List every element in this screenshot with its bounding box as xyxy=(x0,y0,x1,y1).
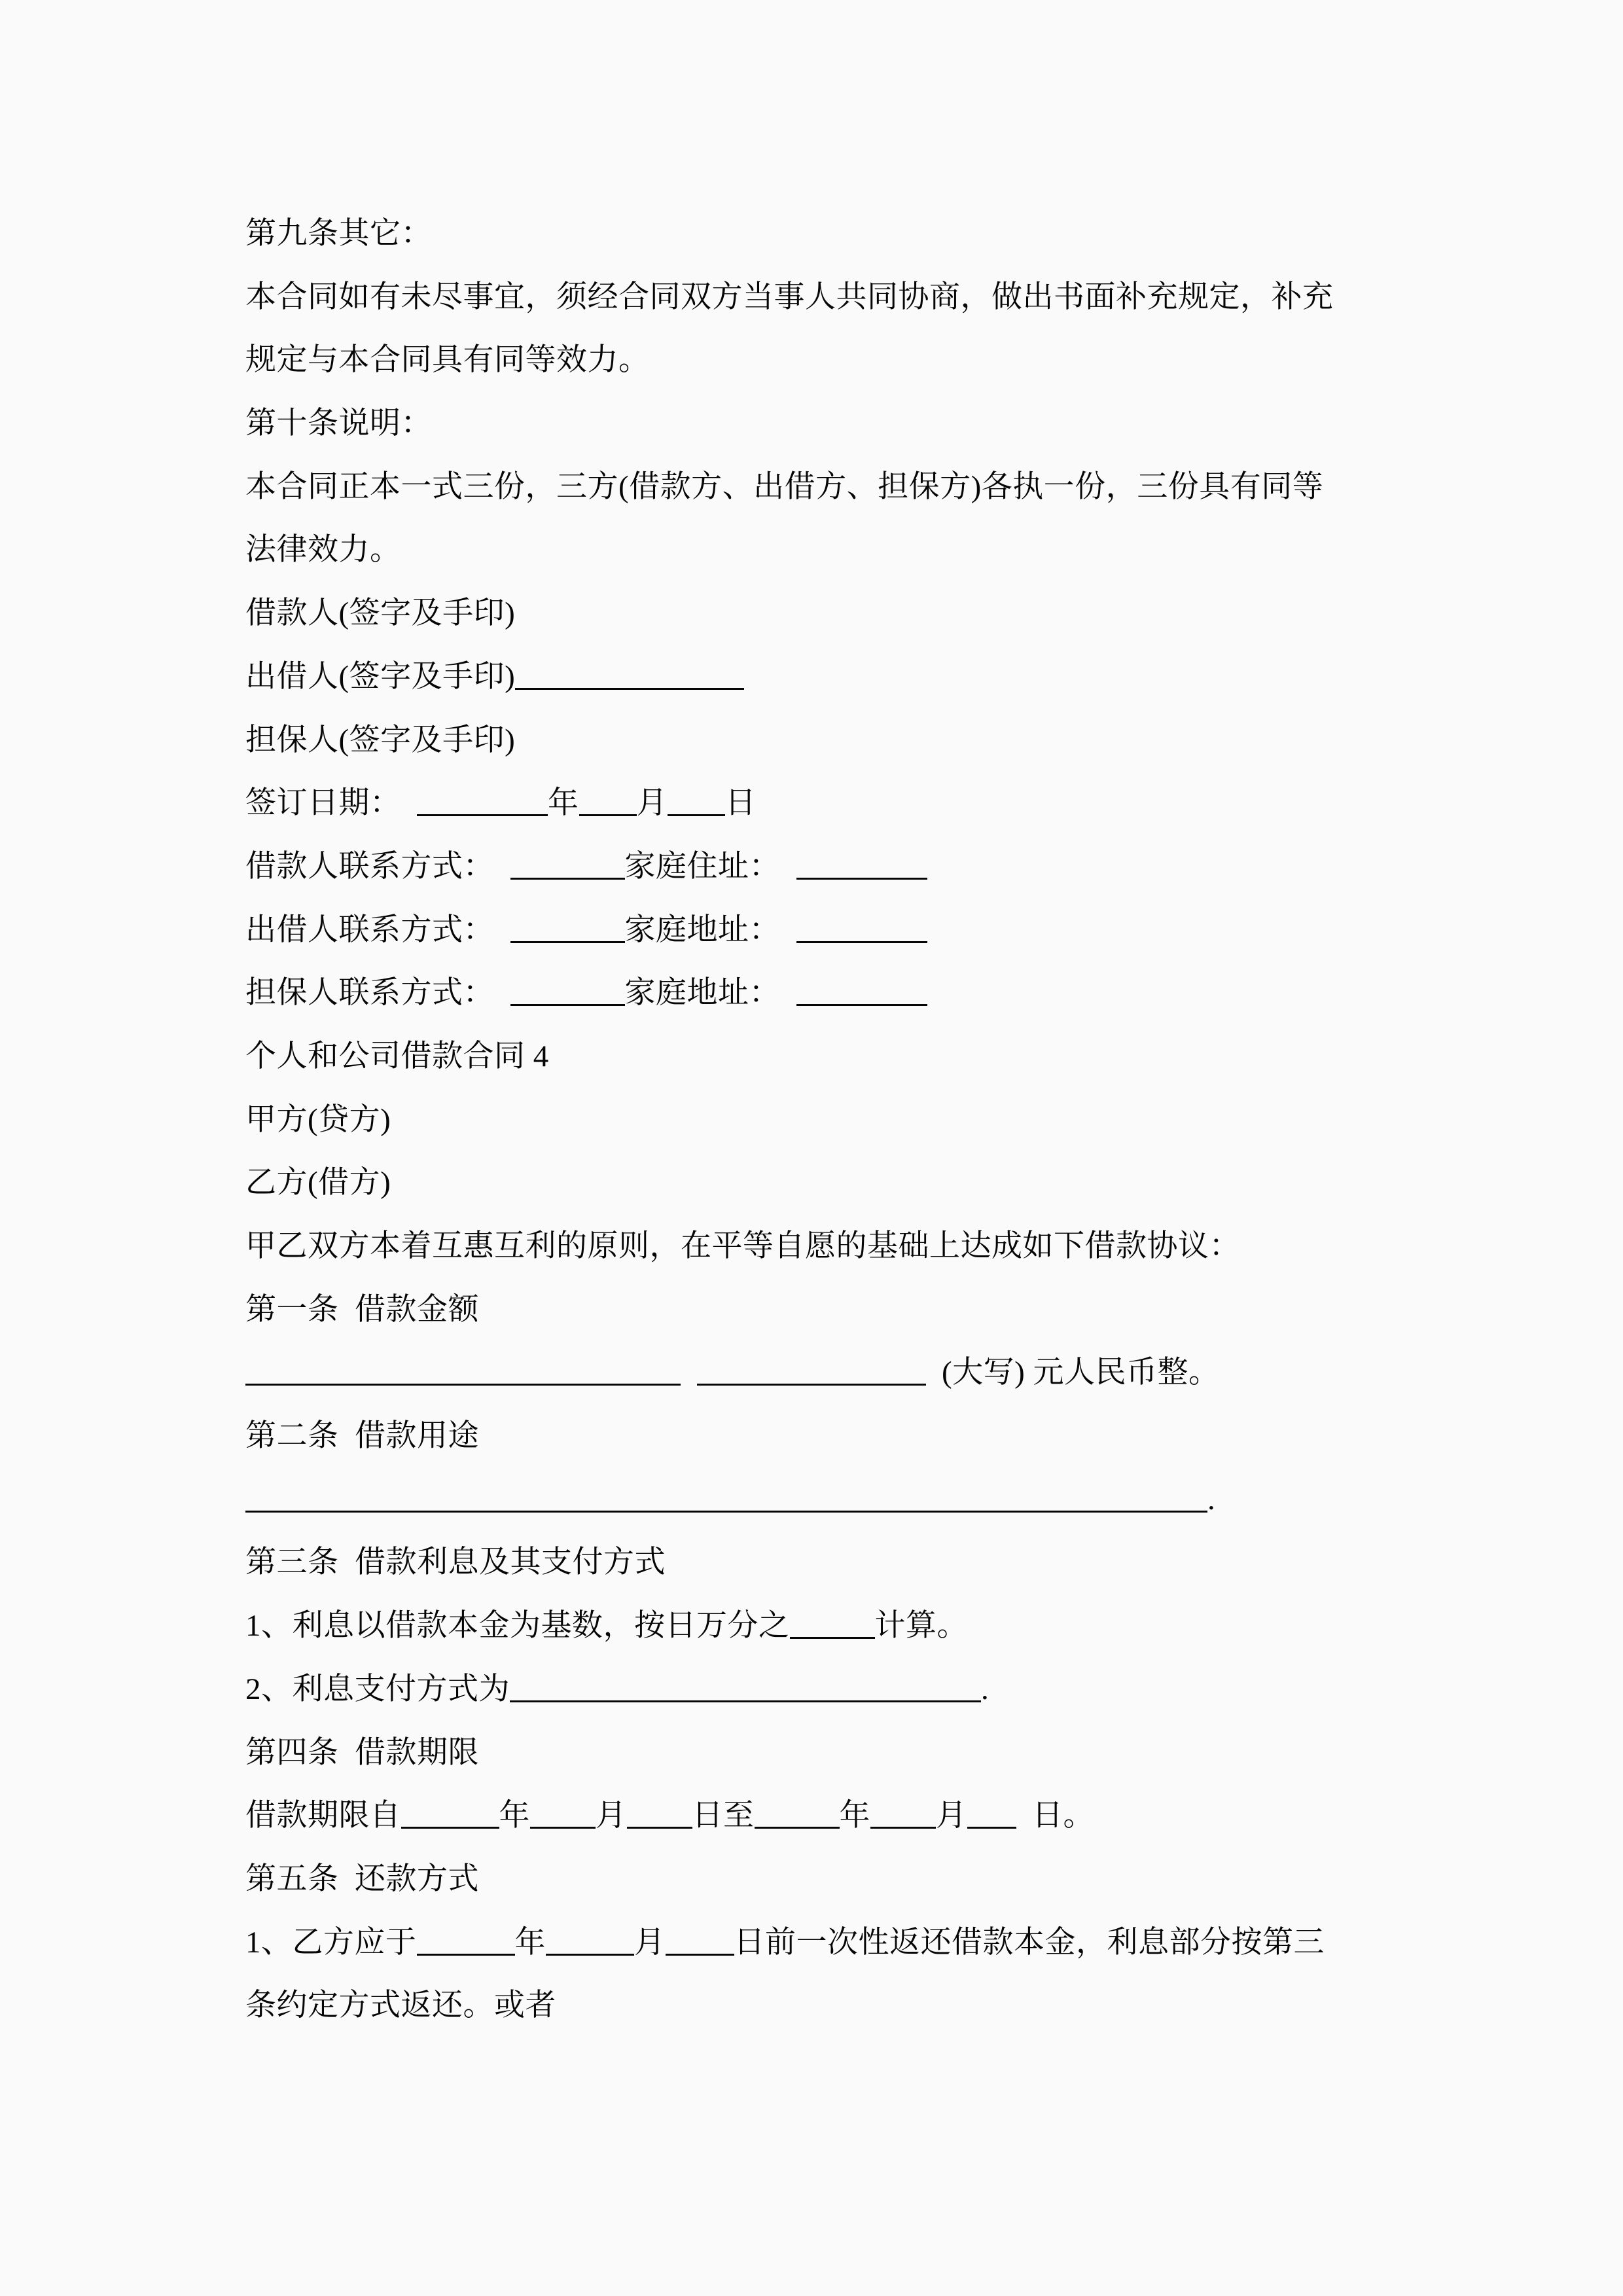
text-run: 月 xyxy=(636,786,668,821)
contract-line xyxy=(245,1658,1417,1721)
text-run: 乙方(借方) xyxy=(245,1166,391,1200)
text-run: 1、利息以借款本金为基数，按日万分之 xyxy=(245,1609,790,1643)
text-run: 出借人(签字及手印) xyxy=(245,659,516,694)
text-run: 第二条 借款用途 xyxy=(245,1419,479,1454)
text-run: 担保人联系方式： xyxy=(245,976,510,1011)
text-run: 第五条 还款方式 xyxy=(245,1861,479,1896)
contract-line xyxy=(245,1848,1417,1911)
contract-body xyxy=(245,202,1417,2037)
text-run: 第三条 借款利息及其支付方式 xyxy=(245,1545,666,1580)
blank-underline xyxy=(796,910,927,943)
text-run: 日。 xyxy=(1016,1799,1094,1833)
text-run: 计算。 xyxy=(874,1609,968,1643)
blank-underline xyxy=(546,1923,634,1956)
contract-line xyxy=(245,1278,1417,1342)
text-run: 年 xyxy=(548,786,579,821)
blank-underline xyxy=(510,847,625,880)
blank-underline xyxy=(668,783,725,816)
text-run: 日 xyxy=(725,786,757,821)
contract-line xyxy=(245,709,1417,772)
text-run: 日前一次性返还借款本金，利息部分按第三 xyxy=(734,1925,1325,1960)
blank-underline xyxy=(510,973,625,1006)
text-run: . xyxy=(1207,1482,1216,1516)
contract-line xyxy=(245,456,1417,519)
text-run: 月 xyxy=(936,1799,967,1833)
blank-underline xyxy=(697,1353,926,1386)
blank-underline xyxy=(417,1923,515,1956)
text-run: 2、利息支付方式为 xyxy=(245,1672,510,1706)
contract-line xyxy=(245,1151,1417,1215)
contract-line xyxy=(245,582,1417,645)
contract-line xyxy=(245,1405,1417,1468)
text-run: 担保人(签字及手印) xyxy=(245,723,516,757)
contract-line xyxy=(245,518,1417,582)
contract-line xyxy=(245,835,1417,899)
blank-underline xyxy=(790,1606,875,1639)
contract-line xyxy=(245,645,1417,709)
blank-underline xyxy=(627,1796,692,1829)
text-run: 年 xyxy=(839,1799,870,1833)
contract-line xyxy=(245,1088,1417,1152)
contract-line xyxy=(245,1468,1417,1532)
text-run: 月 xyxy=(596,1799,627,1833)
contract-line xyxy=(245,899,1417,962)
blank-underline xyxy=(967,1796,1016,1829)
text-run: 借款人(签字及手印) xyxy=(245,596,516,631)
text-run: 第九条其它： xyxy=(245,217,432,251)
contract-line xyxy=(245,1911,1417,1975)
text-run: . xyxy=(981,1672,990,1706)
text-run: 签订日期： xyxy=(245,786,417,821)
text-run: 第一条 借款金额 xyxy=(245,1292,479,1327)
contract-line xyxy=(245,961,1417,1025)
blank-underline xyxy=(401,1796,499,1829)
contract-line xyxy=(245,1784,1417,1848)
blank-underline xyxy=(510,910,625,943)
text-run: 月 xyxy=(634,1925,666,1960)
contract-line xyxy=(245,1025,1417,1088)
blank-underline xyxy=(796,973,927,1006)
blank-underline xyxy=(417,783,548,816)
blank-underline xyxy=(796,847,927,880)
contract-line xyxy=(245,1215,1417,1278)
text-run: 家庭住址： xyxy=(624,849,796,884)
contract-line xyxy=(245,1341,1417,1405)
text-run: 本合同如有未尽事宜，须经合同双方当事人共同协商，做出书面补充规定，补充 xyxy=(245,279,1334,314)
blank-underline xyxy=(755,1796,840,1829)
text-run: (大写) 元人民币整。 xyxy=(925,1355,1220,1390)
text-run: 甲乙双方本着互惠互利的原则，在平等自愿的基础上达成如下借款协议： xyxy=(245,1229,1240,1263)
text-run: 年 xyxy=(514,1925,546,1960)
contract-line xyxy=(245,772,1417,835)
contract-line xyxy=(245,202,1417,266)
blank-underline xyxy=(245,1353,681,1386)
text-run: 借款期限自 xyxy=(245,1799,401,1833)
contract-line xyxy=(245,1974,1417,2037)
blank-underline xyxy=(245,1480,1207,1513)
contract-line xyxy=(245,329,1417,392)
text-run: 1、乙方应于 xyxy=(245,1925,417,1960)
text-run: 借款人联系方式： xyxy=(245,849,510,884)
text-run: 条约定方式返还。或者 xyxy=(245,1988,556,2023)
text-run: 法律效力。 xyxy=(245,533,401,567)
blank-underline xyxy=(579,783,637,816)
text-run: 日至 xyxy=(692,1799,755,1833)
text-run: 甲方(贷方) xyxy=(245,1102,391,1137)
text-run: 第十条说明： xyxy=(245,406,432,441)
blank-underline xyxy=(666,1923,734,1956)
text-run: 个人和公司借款合同 4 xyxy=(245,1039,549,1073)
blank-underline xyxy=(510,1670,981,1702)
blank-underline xyxy=(515,657,744,690)
blank-underline xyxy=(530,1796,596,1829)
contract-line xyxy=(245,1594,1417,1658)
text-run: 家庭地址： xyxy=(624,976,796,1011)
text-run: 出借人联系方式： xyxy=(245,912,510,947)
contract-line xyxy=(245,392,1417,456)
text-run xyxy=(681,1355,697,1390)
text-run: 家庭地址： xyxy=(624,912,796,947)
text-run: 第四条 借款期限 xyxy=(245,1735,479,1770)
contract-line xyxy=(245,266,1417,329)
blank-underline xyxy=(870,1796,936,1829)
contract-line xyxy=(245,1531,1417,1594)
text-run: 年 xyxy=(499,1799,530,1833)
contract-line xyxy=(245,1721,1417,1785)
text-run: 规定与本合同具有同等效力。 xyxy=(245,343,650,378)
text-run: 本合同正本一式三份，三方(借款方、出借方、担保方)各执一份，三份具有同等 xyxy=(245,469,1324,504)
